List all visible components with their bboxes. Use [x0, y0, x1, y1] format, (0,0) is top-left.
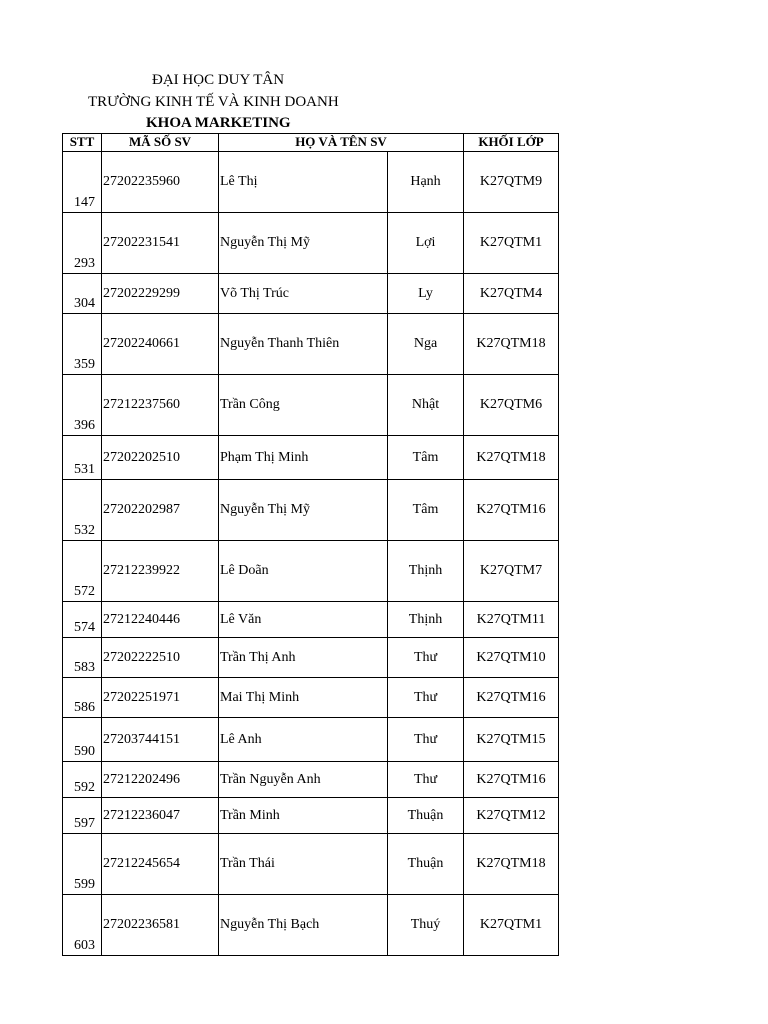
cell-last-middle-name: Phạm Thị Minh	[219, 436, 388, 480]
cell-student-id: 27212237560	[102, 375, 219, 436]
table-row	[63, 274, 559, 314]
cell-stt: 572	[63, 541, 102, 602]
cell-class: K27QTM9	[464, 152, 559, 213]
table-row	[63, 798, 559, 834]
cell-last-middle-name: Nguyễn Thanh Thiên	[219, 314, 388, 375]
table-row	[63, 895, 559, 956]
cell-stt: 583	[63, 638, 102, 678]
cell-class: K27QTM18	[464, 834, 559, 895]
table-row	[63, 762, 559, 798]
cell-student-id: 27202240661	[102, 314, 219, 375]
table-header-row	[63, 134, 559, 152]
cell-stt: 599	[63, 834, 102, 895]
cell-last-middle-name: Võ Thị Trúc	[219, 274, 388, 314]
cell-first-name: Hạnh	[388, 152, 464, 213]
cell-first-name: Thư	[388, 718, 464, 762]
cell-first-name: Thịnh	[388, 541, 464, 602]
cell-last-middle-name: Lê Anh	[219, 718, 388, 762]
table-row	[63, 480, 559, 541]
student-roster-table	[62, 133, 559, 956]
cell-student-id: 27202235960	[102, 152, 219, 213]
table-row	[63, 834, 559, 895]
table-row	[63, 718, 559, 762]
cell-class: K27QTM4	[464, 274, 559, 314]
column-header-stt: STT	[63, 134, 102, 152]
cell-stt: 574	[63, 602, 102, 638]
cell-first-name: Thư	[388, 638, 464, 678]
cell-student-id: 27202236581	[102, 895, 219, 956]
cell-class: K27QTM1	[464, 213, 559, 274]
cell-last-middle-name: Lê Thị	[219, 152, 388, 213]
cell-last-middle-name: Nguyễn Thị Mỹ	[219, 213, 388, 274]
cell-class: K27QTM16	[464, 480, 559, 541]
cell-last-middle-name: Trần Nguyễn Anh	[219, 762, 388, 798]
cell-last-middle-name: Trần Công	[219, 375, 388, 436]
cell-class: K27QTM16	[464, 678, 559, 718]
cell-student-id: 27202229299	[102, 274, 219, 314]
cell-stt: 293	[63, 213, 102, 274]
cell-student-id: 27202251971	[102, 678, 219, 718]
cell-student-id: 27202202987	[102, 480, 219, 541]
cell-first-name: Thư	[388, 762, 464, 798]
cell-class: K27QTM11	[464, 602, 559, 638]
cell-stt: 532	[63, 480, 102, 541]
cell-class: K27QTM15	[464, 718, 559, 762]
cell-student-id: 27212202496	[102, 762, 219, 798]
table-row	[63, 602, 559, 638]
faculty-title: KHOA MARKETING	[146, 115, 291, 131]
cell-stt: 147	[63, 152, 102, 213]
cell-class: K27QTM6	[464, 375, 559, 436]
table-row	[63, 436, 559, 480]
cell-stt: 359	[63, 314, 102, 375]
school-title: TRƯỜNG KINH TẾ VÀ KINH DOANH	[88, 94, 339, 110]
cell-student-id: 27202202510	[102, 436, 219, 480]
cell-stt: 597	[63, 798, 102, 834]
cell-student-id: 27212236047	[102, 798, 219, 834]
cell-stt: 586	[63, 678, 102, 718]
cell-last-middle-name: Nguyễn Thị Bạch	[219, 895, 388, 956]
cell-first-name: Thịnh	[388, 602, 464, 638]
cell-stt: 531	[63, 436, 102, 480]
cell-student-id: 27212245654	[102, 834, 219, 895]
cell-student-id: 27212239922	[102, 541, 219, 602]
cell-class: K27QTM7	[464, 541, 559, 602]
cell-student-id: 27202231541	[102, 213, 219, 274]
column-header-full-name: HỌ VÀ TÊN SV	[219, 134, 464, 152]
table-row	[63, 375, 559, 436]
cell-class: K27QTM16	[464, 762, 559, 798]
cell-student-id: 27212240446	[102, 602, 219, 638]
cell-last-middle-name: Mai Thị Minh	[219, 678, 388, 718]
cell-last-middle-name: Nguyễn Thị Mỹ	[219, 480, 388, 541]
cell-class: K27QTM12	[464, 798, 559, 834]
cell-first-name: Thuận	[388, 834, 464, 895]
cell-class: K27QTM18	[464, 436, 559, 480]
cell-student-id: 27202222510	[102, 638, 219, 678]
cell-first-name: Thuý	[388, 895, 464, 956]
cell-stt: 592	[63, 762, 102, 798]
cell-stt: 304	[63, 274, 102, 314]
cell-student-id: 27203744151	[102, 718, 219, 762]
table-row	[63, 541, 559, 602]
cell-last-middle-name: Trần Thái	[219, 834, 388, 895]
university-title: ĐẠI HỌC DUY TÂN	[152, 72, 285, 88]
cell-first-name: Lợi	[388, 213, 464, 274]
cell-stt: 603	[63, 895, 102, 956]
cell-first-name: Tâm	[388, 436, 464, 480]
table-row	[63, 678, 559, 718]
cell-first-name: Nga	[388, 314, 464, 375]
table-row	[63, 638, 559, 678]
cell-stt: 396	[63, 375, 102, 436]
table-row	[63, 213, 559, 274]
cell-last-middle-name: Lê Doãn	[219, 541, 388, 602]
cell-class: K27QTM1	[464, 895, 559, 956]
cell-last-middle-name: Trần Thị Anh	[219, 638, 388, 678]
cell-stt: 590	[63, 718, 102, 762]
cell-class: K27QTM18	[464, 314, 559, 375]
column-header-class: KHỐI LỚP	[464, 134, 559, 152]
cell-first-name: Ly	[388, 274, 464, 314]
cell-first-name: Tâm	[388, 480, 464, 541]
cell-last-middle-name: Trần Minh	[219, 798, 388, 834]
table-row	[63, 152, 559, 213]
cell-first-name: Thuận	[388, 798, 464, 834]
table-row	[63, 314, 559, 375]
cell-class: K27QTM10	[464, 638, 559, 678]
cell-last-middle-name: Lê Văn	[219, 602, 388, 638]
cell-first-name: Thư	[388, 678, 464, 718]
column-header-student-id: MÃ SỐ SV	[102, 134, 219, 152]
cell-first-name: Nhật	[388, 375, 464, 436]
